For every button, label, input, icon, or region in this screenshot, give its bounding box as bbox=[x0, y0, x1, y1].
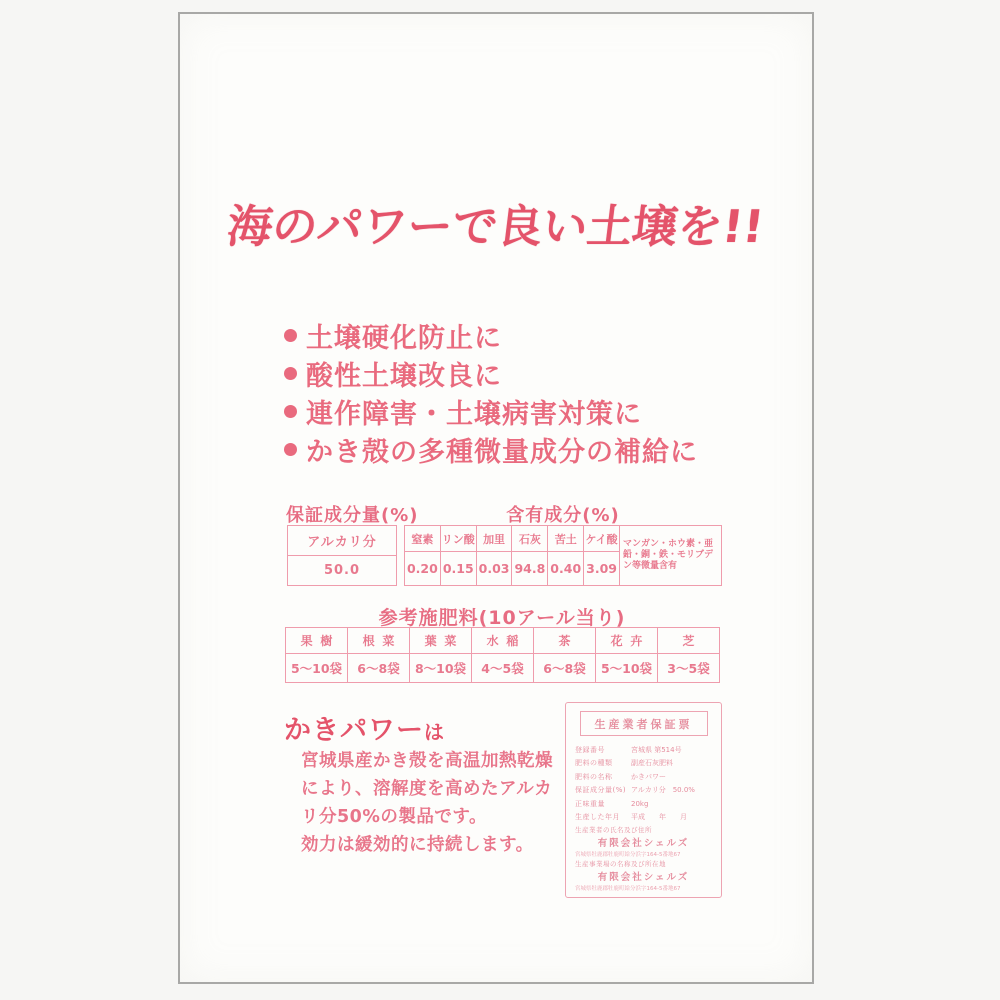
crop-amount: 8〜10袋 bbox=[410, 654, 472, 683]
crop-header: 根菜 bbox=[348, 628, 410, 654]
application-table-title: 参考施肥料(10アール当り) bbox=[378, 607, 626, 629]
benefit-item bbox=[284, 316, 698, 354]
bullet-dot-icon bbox=[284, 367, 297, 380]
bullet-dot-icon bbox=[284, 405, 297, 418]
plant-name: 有限会社シェルズ bbox=[597, 872, 690, 883]
bullet-dot-icon bbox=[284, 443, 297, 456]
contained-analysis-title: 含有成分(%) bbox=[506, 505, 620, 526]
description-line: 宮城県産かき殻を高温加熱乾燥 bbox=[301, 751, 553, 771]
component-name: 石灰 bbox=[512, 526, 548, 552]
crop-header: 茶 bbox=[534, 628, 596, 654]
component-value: 0.15 bbox=[440, 552, 476, 586]
benefit-list bbox=[284, 316, 698, 468]
component-value: 0.03 bbox=[476, 552, 512, 586]
component-name: リン酸 bbox=[440, 526, 476, 552]
benefit-text: 連作障害・土壌病害対策に bbox=[306, 398, 642, 430]
crop-amount: 6〜8袋 bbox=[534, 654, 596, 683]
product-description-heading: かきパワーは bbox=[284, 715, 444, 746]
producer-name: 有限会社シェルズ bbox=[597, 838, 690, 849]
fertilizer-bag-front bbox=[178, 12, 814, 984]
certificate-title: 生産業者保証票 bbox=[580, 711, 708, 736]
alkali-value: 50.0 bbox=[288, 556, 397, 586]
plant-address: 宮城県牡鹿郡牡鹿町給分浜字164-5番地67 bbox=[575, 886, 681, 892]
certificate-row: 正味重量 20kg bbox=[575, 799, 649, 808]
component-name: 加里 bbox=[476, 526, 512, 552]
benefit-item bbox=[284, 430, 698, 468]
crop-header: 果樹 bbox=[286, 628, 348, 654]
crop-amount: 5〜10袋 bbox=[286, 654, 348, 683]
crop-amount: 3〜5袋 bbox=[658, 654, 720, 683]
alkali-header: アルカリ分 bbox=[288, 526, 397, 556]
crop-header: 水稲 bbox=[472, 628, 534, 654]
certificate-row: 肥料の種類 副産石灰肥料 bbox=[575, 759, 673, 768]
crop-amount: 4〜5袋 bbox=[472, 654, 534, 683]
component-value: 94.8 bbox=[512, 552, 548, 586]
plant-block: 生産事業場の名称及び所在地 有限会社シェルズ 宮城県牡鹿郡牡鹿町給分浜字164-5番地67 bbox=[566, 858, 721, 892]
certificate-row: 肥料の名称 かきパワー bbox=[575, 772, 666, 781]
product-name: かきパワー bbox=[284, 715, 424, 746]
component-name: 苦土 bbox=[548, 526, 584, 552]
certificate-row: 登録番号 宮城県 第514号 bbox=[575, 745, 682, 754]
alkali-table bbox=[287, 525, 397, 586]
headline: 海のパワーで良い土壌を!! bbox=[224, 200, 767, 253]
description-line: により、溶解度を高めたアルカ bbox=[301, 779, 553, 799]
benefit-text: 酸性土壌改良に bbox=[306, 360, 502, 392]
guaranteed-analysis-title: 保証成分量(%) bbox=[286, 505, 419, 526]
description-line: リ分50%の製品です。 bbox=[301, 807, 487, 827]
certificate-rows bbox=[566, 741, 721, 824]
crop-amount: 6〜8袋 bbox=[348, 654, 410, 683]
application-table bbox=[285, 627, 720, 683]
bullet-dot-icon bbox=[284, 329, 297, 342]
certificate-row: 生産した年月 平成 年 月 bbox=[575, 813, 687, 822]
product-description bbox=[301, 747, 591, 859]
crop-header: 芝 bbox=[658, 628, 720, 654]
component-value: 0.40 bbox=[548, 552, 584, 586]
certificate-row: 保証成分量(%) アルカリ分 50.0% bbox=[575, 786, 695, 795]
component-name: 窒素 bbox=[405, 526, 441, 552]
crop-amount: 5〜10袋 bbox=[596, 654, 658, 683]
crop-header: 花卉 bbox=[596, 628, 658, 654]
description-line: 効力は緩効的に持続します。 bbox=[301, 835, 534, 855]
benefit-item bbox=[284, 392, 698, 430]
producer-guarantee-certificate bbox=[565, 702, 722, 898]
benefit-text: かき殻の多種微量成分の補給に bbox=[306, 436, 698, 468]
crop-header: 葉菜 bbox=[410, 628, 472, 654]
producer-address: 宮城県牡鹿郡牡鹿町給分浜字164-5番地67 bbox=[575, 852, 681, 858]
trace-elements-note: マンガン・ホウ素・亜鉛・銅・鉄・モリブデン等微量含有 bbox=[620, 526, 722, 586]
benefit-text: 土壌硬化防止に bbox=[306, 322, 502, 354]
producer-block: 生産業者の氏名及び住所 有限会社シェルズ 宮城県牡鹿郡牡鹿町給分浜字164-5番地67 bbox=[566, 824, 721, 858]
component-value: 0.20 bbox=[405, 552, 441, 586]
contained-components-table bbox=[404, 525, 722, 586]
component-name: ケイ酸 bbox=[584, 526, 620, 552]
benefit-item bbox=[284, 354, 698, 392]
component-value: 3.09 bbox=[584, 552, 620, 586]
